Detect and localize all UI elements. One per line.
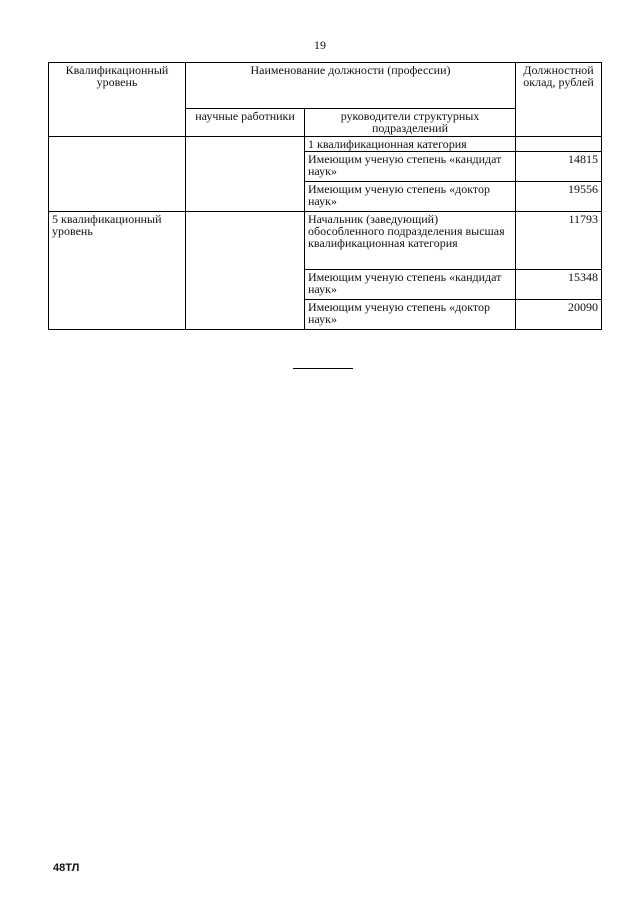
page-number: 19 [314,38,326,52]
footer-code: 48ТЛ [53,862,80,874]
cell-heads: Начальник (заведующий) обособленного подразделения высшая квалификационная категория [305,212,516,270]
cell-heads: Имеющим ученую степень «кандидат наук» [305,270,516,300]
salary-table [48,62,602,330]
cell-heads: Имеющим ученую степень «кандидат наук» [305,152,516,182]
cell-salary: 19556 [516,182,602,212]
cell-level: 5 квалификационный уровень [49,212,186,330]
header-qualification-level: Квалификационный уровень [49,63,186,137]
header-researchers: научные работники [186,109,305,137]
cell-level [49,137,186,212]
header-position-name: Наименование должности (профессии) [186,63,516,109]
header-unit-heads: руководители структурных подразделений [305,109,516,137]
table-header-row [49,63,602,109]
cell-heads: 1 квалификационная категория [305,137,516,152]
cell-salary: 20090 [516,300,602,330]
table-row [49,212,602,270]
cell-salary: 14815 [516,152,602,182]
table-row [49,137,602,152]
cell-heads: Имеющим ученую степень «доктор наук» [305,182,516,212]
cell-researchers [186,212,305,330]
cell-salary [516,137,602,152]
separator-line [293,368,353,369]
cell-researchers [186,137,305,212]
cell-salary: 15348 [516,270,602,300]
header-salary: Должностной оклад, рублей [516,63,602,137]
cell-salary: 11793 [516,212,602,270]
cell-heads: Имеющим ученую степень «доктор наук» [305,300,516,330]
